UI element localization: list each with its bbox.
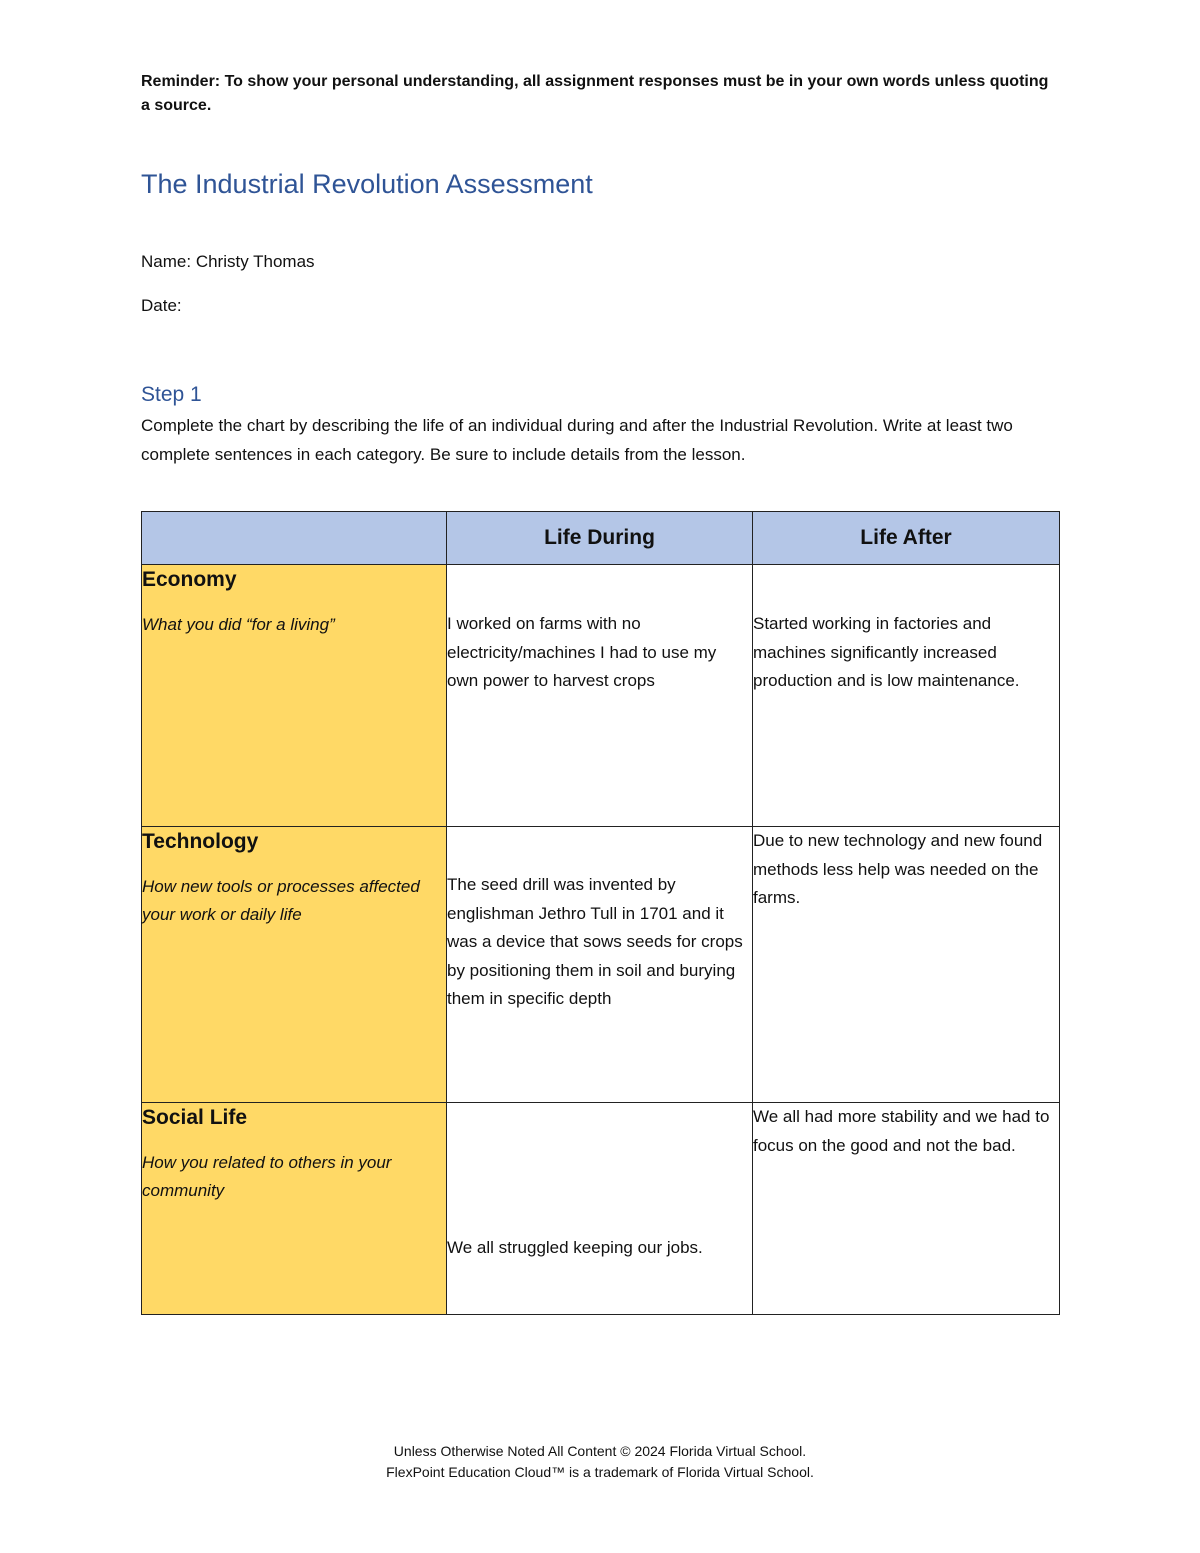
chart-header-row <box>142 512 1060 565</box>
row-header-social-life <box>142 1103 447 1315</box>
row-header-economy <box>142 565 447 827</box>
category-subtitle: How new tools or processes affected your work or daily life <box>142 877 420 924</box>
header-category <box>142 512 447 565</box>
cell-text: The seed drill was invented by englishman Jethro Tull in 1701 and it was a device that sows seeds for crops by positioning them in soil and burying them in specific depth <box>447 875 743 1008</box>
row-header-technology <box>142 827 447 1103</box>
category-title: Economy <box>142 568 237 591</box>
category-title: Social Life <box>142 1106 248 1129</box>
footer <box>0 1441 1200 1483</box>
social-life-after-cell[interactable] <box>753 1103 1060 1315</box>
footer-trademark: FlexPoint Education Cloud™ is a trademark of Florida Virtual School. <box>386 1464 814 1480</box>
cell-text: I worked on farms with no electricity/machines I had to use my own power to harvest crops <box>447 614 717 690</box>
economy-during-cell[interactable] <box>447 565 753 827</box>
page-title: The Industrial Revolution Assessment <box>141 169 593 199</box>
category-subtitle: What you did “for a living” <box>142 615 335 634</box>
social-life-during-cell[interactable] <box>447 1103 753 1315</box>
footer-copyright: Unless Otherwise Noted All Content © 2024 Florida Virtual School. <box>393 1443 807 1459</box>
reminder-note: Reminder: To show your personal understanding, all assignment responses must be in your own words unless quoting a source. <box>141 73 1049 114</box>
category-title: Technology <box>142 830 259 853</box>
economy-after-cell[interactable] <box>753 565 1060 827</box>
name-field <box>141 250 315 274</box>
date-label: Date: <box>141 296 182 315</box>
cell-text: We all struggled keeping our jobs. <box>447 1238 703 1257</box>
comparison-chart <box>141 511 1060 1315</box>
cell-text: Due to new technology and new found methods less help was needed on the farms. <box>753 831 1043 907</box>
name-label: Name: <box>141 252 192 271</box>
table-row <box>142 827 1060 1103</box>
cell-text: We all had more stability and we had to focus on the good and not the bad. <box>753 1107 1050 1155</box>
header-life-during: Life During <box>447 512 753 565</box>
technology-during-cell[interactable] <box>447 827 753 1103</box>
cell-text: Started working in factories and machines significantly increased production and is low maintenance. <box>753 614 1020 690</box>
name-value[interactable]: Christy Thomas <box>195 252 315 271</box>
table-row <box>142 1103 1060 1315</box>
step-heading: Step 1 <box>141 383 202 406</box>
table-row <box>142 565 1060 827</box>
category-subtitle: How you related to others in your community <box>142 1153 392 1200</box>
header-life-after: Life After <box>753 512 1060 565</box>
step-instructions: Complete the chart by describing the life of an individual during and after the Industrial Revolution. Write at least two complete sentences in each category. Be sure to include details from the lesson. <box>141 416 1013 464</box>
technology-after-cell[interactable] <box>753 827 1060 1103</box>
date-field <box>141 294 182 318</box>
